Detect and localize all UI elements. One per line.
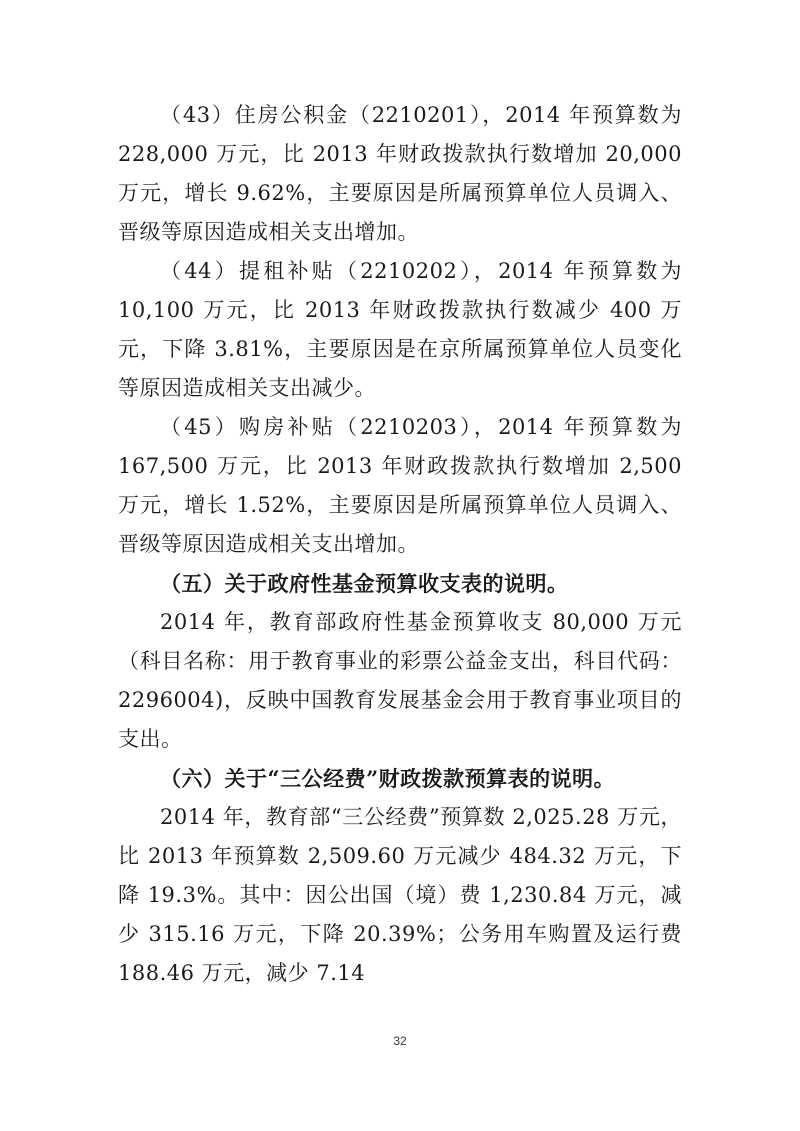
paragraph-item-45: （45）购房补贴（2210203），2014 年预算数为 167,500 万元，比 2013 年财政拨款执行数增加 2,500 万元，增长 1.52%，主要原因是所属预算单位人员调入、晋级等原因造成相关支出增加。 bbox=[118, 415, 682, 556]
paragraph-item-44: （44）提租补贴（2210202），2014 年预算数为 10,100 万元，比 2013 年财政拨款执行数减少 400 万元，下降 3.81%，主要原因是在京所属预算单位人员变化等原因造成相关支出减少。 bbox=[118, 259, 682, 400]
section-heading-fund-budget: （五）关于政府性基金预算收支表的说明。 bbox=[160, 571, 569, 596]
paragraph-item-43: （43）住房公积金（2210201），2014 年预算数为 228,000 万元，比 2013 年财政拨款执行数增加 20,000 万元，增长 9.62%，主要原因是所属预算单位人员调入、晋级等原因造成相关支出增加。 bbox=[118, 103, 682, 244]
page-number: 32 bbox=[393, 1034, 407, 1048]
paragraph-fund-budget: 2014 年，教育部政府性基金预算收支 80,000 万元（科目名称：用于教育事业的彩票公益金支出，科目代码：2296004)，反映中国教育发展基金会用于教育事业项目的支出。 bbox=[118, 610, 682, 751]
paragraph-three-public-expenses: 2014 年，教育部“三公经费”预算数 2,025.28 万元，比 2013 年预算数 2,509.60 万元减少 484.32 万元，下降 19.3%。其中：因公出国（境）费 1,230.84 万元，减少 315.16 万元，下降 20.39%；公务用车购置及运行费 188.46 万元，减少 7.14 bbox=[118, 805, 682, 985]
section-heading-three-public-expenses: （六）关于“三公经费”财政拨款预算表的说明。 bbox=[160, 766, 616, 791]
